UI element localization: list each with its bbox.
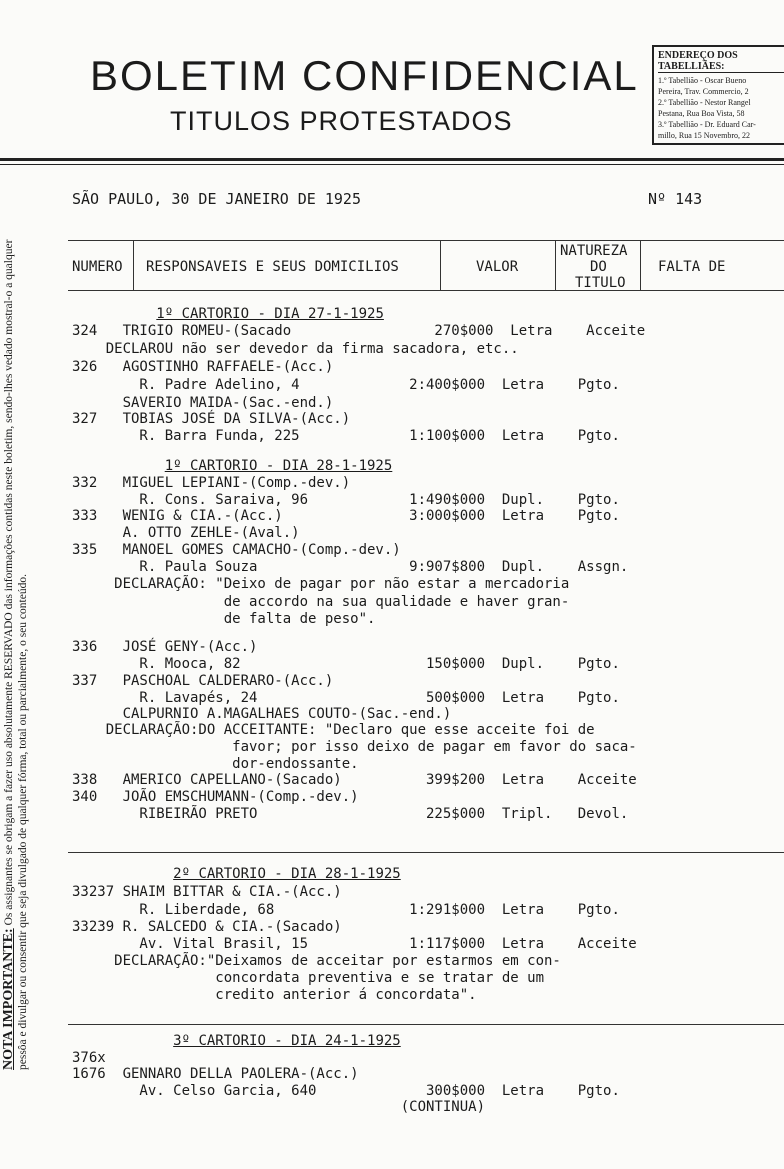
entry-line: 332 MIGUEL LEPIANI-(Comp.-dev.) bbox=[72, 475, 351, 491]
column-divider bbox=[640, 240, 641, 290]
header-rule bbox=[0, 158, 784, 161]
entry-line: A. OTTO ZEHLE-(Aval.) bbox=[72, 525, 300, 541]
declaration-line: credito anterior á concordata". bbox=[72, 987, 477, 1003]
address-line: 2.º Tabellião - Nestor Rangel bbox=[658, 98, 751, 107]
side-note-text: Os assignantes se obrigam a fazer uso absolutamente RESERVADO das informações contidas neste boletim, sendo-lhes vedado mostral-o a qualquer pessôa e divulgar ou consentir que seja divulgado de qualquer fórma, total ou parcialmente, o seu conteúdo. bbox=[3, 239, 29, 1070]
section-heading: 1º CARTORIO - DIA 27-1-1925 bbox=[156, 306, 384, 322]
entry-line: Av. Vital Brasil, 15 1:117$000 Letra Acceite bbox=[72, 936, 637, 952]
bulletin-number: Nº 143 bbox=[648, 190, 703, 208]
address-line: 3.º Tabellião - Dr. Eduard Car- bbox=[658, 120, 756, 129]
entry-line: R. Barra Funda, 225 1:100$000 Letra Pgto. bbox=[72, 428, 620, 444]
section-heading: 3º CARTORIO - DIA 24-1-1925 bbox=[173, 1033, 401, 1049]
entry-line: 33239 R. SALCEDO & CIA.-(Sacado) bbox=[72, 919, 342, 935]
column-header-falta: FALTA DE bbox=[658, 259, 726, 275]
notaries-address-box bbox=[652, 45, 784, 145]
address-line: 1.º Tabellião - Oscar Bueno bbox=[658, 76, 747, 85]
table-top-line bbox=[68, 240, 784, 241]
column-header-numero: NUMERO bbox=[72, 259, 123, 275]
entry-line: 33237 SHAIM BITTAR & CIA.-(Acc.) bbox=[72, 884, 342, 900]
entry-line: 324 TRIGIO ROMEU-(Sacado 270$000 Letra Acceite bbox=[72, 323, 646, 339]
column-header-valor: VALOR bbox=[476, 259, 519, 275]
date-line: SÃO PAULO, 30 DE JANEIRO DE 1925 bbox=[72, 190, 361, 208]
column-header-do: DO bbox=[590, 259, 607, 275]
entry-line: Av. Celso Garcia, 640 300$000 Letra Pgto. bbox=[72, 1083, 620, 1099]
entry-line: R. Mooca, 82 150$000 Dupl. Pgto. bbox=[72, 656, 620, 672]
column-header-responsaveis: RESPONSAVEIS E SEUS DOMICILIOS bbox=[146, 259, 399, 275]
entry-line: R. Paula Souza 9:907$800 Dupl. Assgn. bbox=[72, 559, 629, 575]
declaration-line: DECLARAÇÃO:DO ACCEITANTE: "Declaro que esse acceite foi de bbox=[72, 722, 595, 738]
address-box-heading: ENDEREÇO DOS TABELLIÃES: bbox=[658, 50, 784, 73]
declaration-line: DECLARAÇÃO: "Deixo de pagar por não estar a mercadoria bbox=[72, 576, 570, 592]
declaration-line: concordata preventiva e se tratar de um bbox=[72, 970, 545, 986]
section-heading: 1º CARTORIO - DIA 28-1-1925 bbox=[164, 458, 393, 474]
section-heading: 2º CARTORIO - DIA 28-1-1925 bbox=[173, 866, 401, 882]
entry-line: 376x bbox=[72, 1050, 106, 1066]
column-divider bbox=[555, 240, 556, 290]
address-line: millo, Rua 15 Novembro, 22 bbox=[658, 131, 750, 140]
entry-line: 337 PASCHOAL CALDERARO-(Acc.) bbox=[72, 673, 334, 689]
address-line: Pereira, Trav. Commercio, 2 bbox=[658, 87, 749, 96]
entry-line: 338 AMERICO CAPELLANO-(Sacado) 399$200 Letra Acceite bbox=[72, 772, 637, 788]
declaration-line: de accordo na sua qualidade e haver gran- bbox=[72, 594, 570, 610]
section-divider bbox=[68, 1024, 784, 1025]
declaration-line: favor; por isso deixo de pagar em favor do saca- bbox=[72, 739, 637, 755]
continua-note: (CONTINUA) bbox=[72, 1099, 486, 1115]
column-divider bbox=[133, 240, 134, 290]
entry-line: R. Liberdade, 68 1:291$000 Letra Pgto. bbox=[72, 902, 620, 918]
declaration-line: de falta de peso". bbox=[72, 611, 376, 627]
entry-line: 1676 GENNARO DELLA PAOLERA-(Acc.) bbox=[72, 1066, 359, 1082]
side-note-label: NOTA IMPORTANTE: bbox=[1, 928, 16, 1070]
side-note bbox=[2, 210, 30, 1070]
entry-line: 326 AGOSTINHO RAFFAELE-(Acc.) bbox=[72, 359, 334, 375]
column-divider bbox=[440, 240, 441, 290]
entry-line: 327 TOBIAS JOSÉ DA SILVA-(Acc.) bbox=[72, 411, 351, 427]
entry-line: DECLAROU não ser devedor da firma sacadora, etc.. bbox=[72, 341, 519, 357]
bulletin-title: BOLETIM CONFIDENCIAL bbox=[90, 52, 639, 99]
declaration-line: DECLARAÇÃO:"Deixamos de acceitar por estarmos em con- bbox=[72, 953, 561, 969]
section-divider bbox=[68, 852, 784, 853]
address-line: Pestana, Rua Boa Vista, 58 bbox=[658, 109, 745, 118]
entry-line: 340 JOÃO EMSCHUMANN-(Comp.-dev.) bbox=[72, 789, 359, 805]
entry-line: 335 MANOEL GOMES CAMACHO-(Comp.-dev.) bbox=[72, 542, 401, 558]
entry-line: RIBEIRÃO PRETO 225$000 Tripl. Devol. bbox=[72, 806, 629, 822]
entry-line: 336 JOSÉ GENY-(Acc.) bbox=[72, 639, 258, 655]
header-rule-thin bbox=[0, 164, 784, 165]
column-header-natureza: NATUREZA bbox=[560, 243, 628, 259]
entry-line: R. Cons. Saraiva, 96 1:490$000 Dupl. Pgto. bbox=[72, 492, 620, 508]
table-bottom-line bbox=[68, 290, 784, 291]
entry-line: R. Padre Adelino, 4 2:400$000 Letra Pgto. bbox=[72, 377, 620, 393]
entry-line: R. Lavapés, 24 500$000 Letra Pgto. bbox=[72, 690, 620, 706]
entry-line: 333 WENIG & CIA.-(Acc.) 3:000$000 Letra Pgto. bbox=[72, 508, 620, 524]
entry-line: CALPURNIO A.MAGALHAES COUTO-(Sac.-end.) bbox=[72, 706, 452, 722]
declaration-line: dor-endossante. bbox=[72, 756, 359, 772]
column-header-titulo: TITULO bbox=[575, 275, 626, 291]
bulletin-subtitle: TITULOS PROTESTADOS bbox=[170, 106, 513, 136]
entry-line: SAVERIO MAIDA-(Sac.-end.) bbox=[72, 395, 334, 411]
